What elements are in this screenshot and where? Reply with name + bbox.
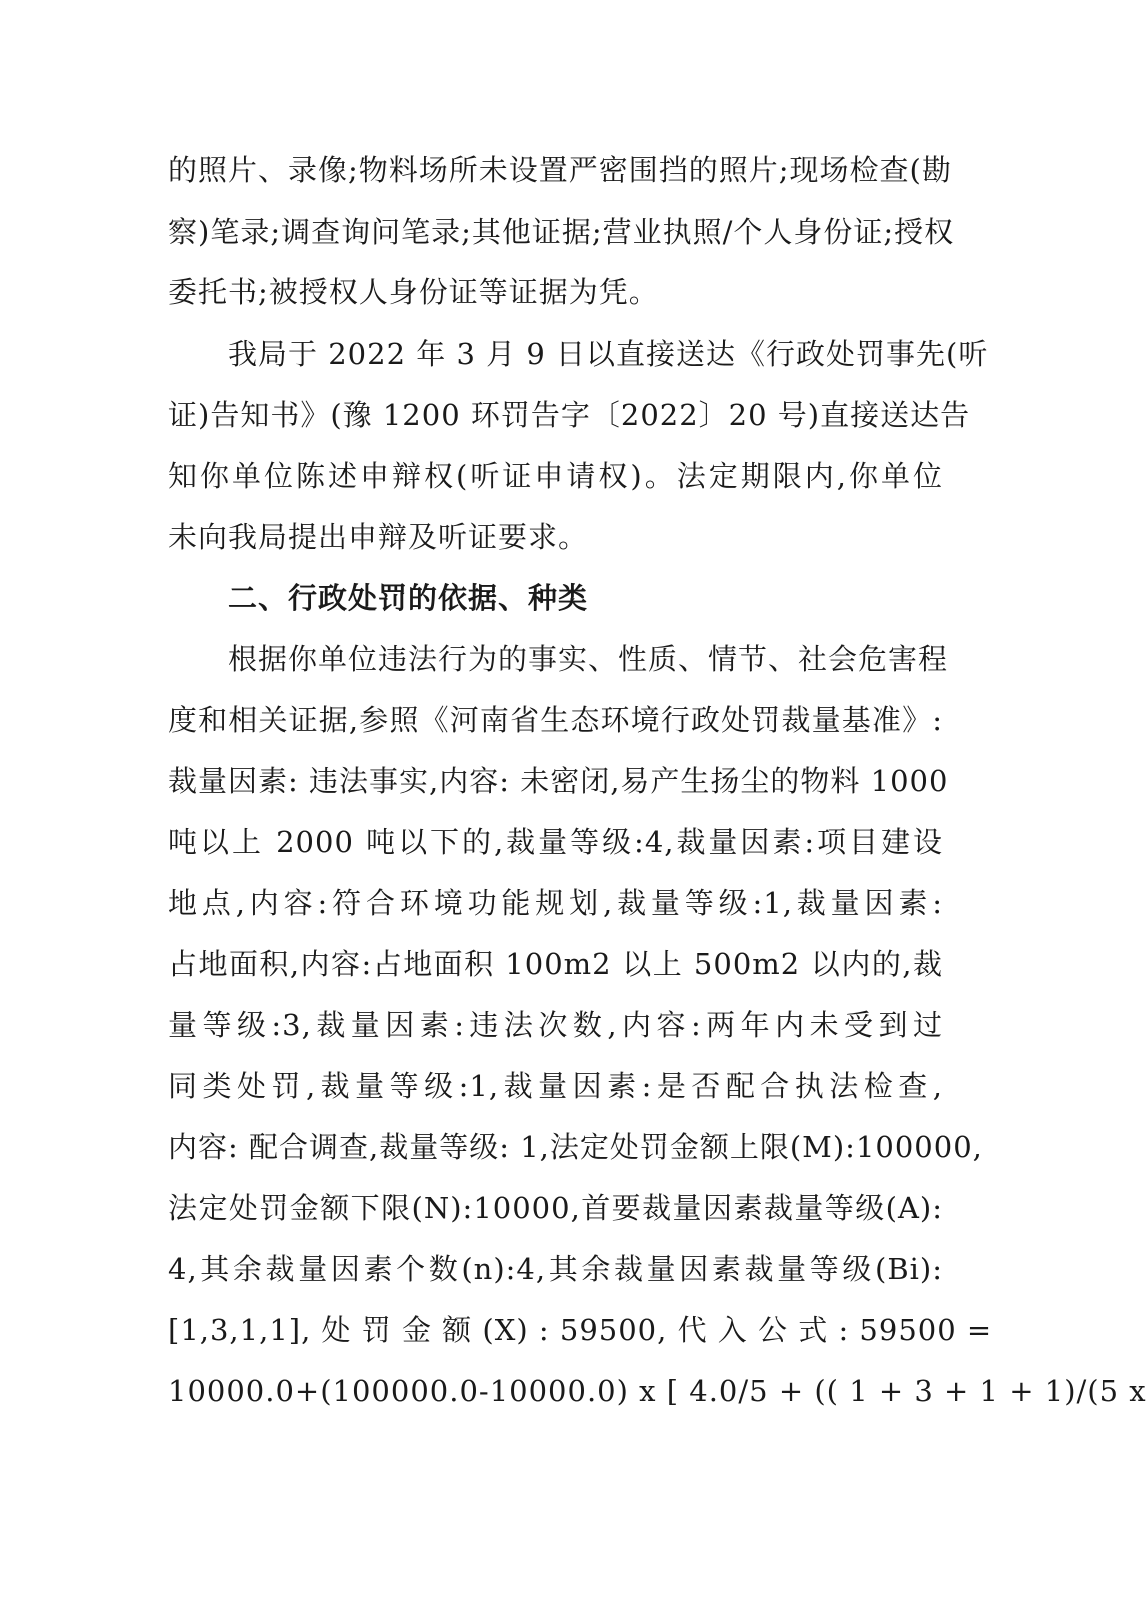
paragraph1-line-3: 委托书;被授权人身份证等证据为凭。 bbox=[168, 275, 659, 309]
paragraph1-line-2: 察)笔录;调查询问笔录;其他证据;营业执照/个人身份证;授权 bbox=[168, 215, 955, 249]
paragraph3-line-1: 根据你单位违法行为的事实、性质、情节、社会危害程 bbox=[228, 642, 949, 676]
paragraph2-line-3: 知你单位陈述申辩权(听证申请权)。法定期限内,你单位 bbox=[168, 459, 943, 493]
paragraph2-line-1: 我局于 2022 年 3 月 9 日以直接送达《行政处罚事先(听 bbox=[228, 337, 989, 371]
paragraph1-line-1: 的照片、录像;物料场所未设置严密围挡的照片;现场检查(勘 bbox=[168, 153, 952, 187]
paragraph3-line-5: 地点,内容:符合环境功能规划,裁量等级:1,裁量因素: bbox=[168, 886, 943, 920]
paragraph3-line-9: 内容: 配合调查,裁量等级: 1,法定处罚金额上限(M):100000, bbox=[168, 1130, 983, 1164]
section-heading: 二、行政处罚的依据、种类 bbox=[228, 581, 589, 615]
paragraph3-line-6: 占地面积,内容:占地面积 100m2 以上 500m2 以内的,裁 bbox=[168, 947, 943, 981]
paragraph3-line-10: 法定处罚金额下限(N):10000,首要裁量因素裁量等级(A): bbox=[168, 1191, 943, 1225]
paragraph3-line-4: 吨以上 2000 吨以下的,裁量等级:4,裁量因素:项目建设 bbox=[168, 825, 943, 859]
paragraph3-line-11: 4,其余裁量因素个数(n):4,其余裁量因素裁量等级(Bi): bbox=[168, 1252, 943, 1286]
paragraph3-line-7: 量等级:3,裁量因素:违法次数,内容:两年内未受到过 bbox=[168, 1008, 943, 1042]
paragraph3-line-3: 裁量因素: 违法事实,内容: 未密闭,易产生扬尘的物料 1000 bbox=[168, 764, 949, 798]
paragraph3-line-12: [1,3,1,1], 处 罚 金 额 (X) : 59500, 代 入 公 式 : 59500 = bbox=[168, 1313, 993, 1347]
paragraph3-line-13: 10000.0+(100000.0-10000.0) x [ 4.0/5 + (( 1 + 3 + 1 + 1)/(5 x bbox=[168, 1374, 1147, 1408]
paragraph3-line-2: 度和相关证据,参照《河南省生态环境行政处罚裁量基准》: bbox=[168, 703, 943, 737]
paragraph3-line-8: 同类处罚,裁量等级:1,裁量因素:是否配合执法检查, bbox=[168, 1069, 943, 1103]
paragraph2-line-4: 未向我局提出申辩及听证要求。 bbox=[168, 520, 589, 554]
paragraph2-line-2: 证)告知书》(豫 1200 环罚告字〔2022〕20 号)直接送达告 bbox=[168, 398, 971, 432]
